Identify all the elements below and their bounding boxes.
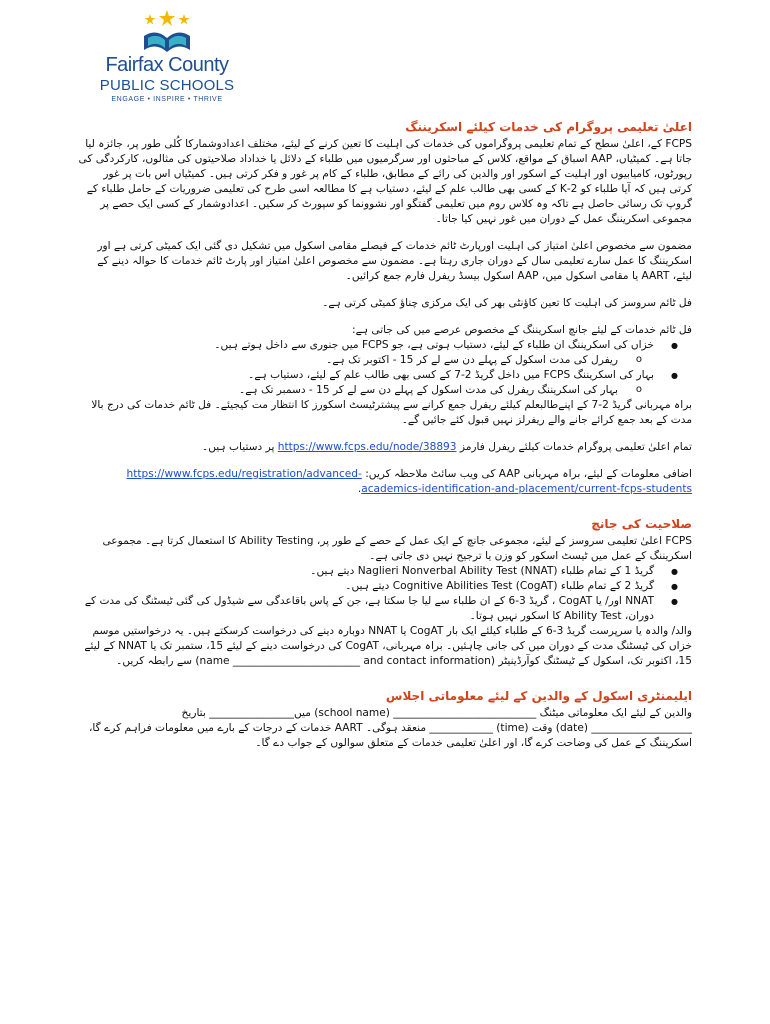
referral-forms-tail: پر دستیاب ہیں۔ — [202, 441, 278, 453]
fcps-book-stars-logo-icon — [136, 8, 198, 56]
paragraph-screening-windows: فل ٹائم خدمات کے لیئے جانچ اسکریننگ کے مخصوص عرصے میں کی جاتی ہے: — [352, 324, 692, 336]
paragraph-local-committee: مضمون سے مخصوص اعلیٰ امتیاز کی اہلیت اورپارٹ ٹائم خدمات کے فیصلے مقامی اسکول میں تشکیل دی گئی ایک کمیٹی کرتی ہے اور اسکریننگ کا عمل سارے تعلیمی سال کے دوران جاری رہتا ہے۔ مضمون سے مخصوص اعلیٰ امتیاز اور پارٹ ٹائم خدمات کا حوالہ دینے کے لیئے، AART یا مقامی اسکول میں، AAP اسکول بیسڈ ریفرل فارم جمع کرائیں۔ — [97, 240, 692, 282]
aap-website-tail: . — [357, 483, 362, 495]
logo-title: Fairfax County — [105, 54, 229, 76]
list-item: o بہار کی اسکریننگ ریفرل کی مدت اسکول کے پہلے دن سے لے کر 15 - دسمبر تک ہے۔ — [78, 383, 692, 398]
list-item: ● خزاں کی اسکریننگ ان طلباء کے لیئے، دستیاب ہوتی ہے، جو FCPS میں جنوری سے داخل ہوتے ہیں۔ — [78, 338, 692, 353]
section-heading-ability-testing: صلاحیت کی جانچ — [591, 517, 692, 531]
paragraph-parent-meeting: والدین کے لیئے ایک معلوماتی میٹنگ ___________________________ (school name) میں________________ بتاریخ ___________________ (date) وقت (time) ____________ منعقد ہوگی۔ AART خدمات کے درجات کے بارے میں معلومات فراہم کرے گا، اسکریننگ کے عمل کی وضاحت کرے گا، اور اعلیٰ تعلیمی خدمات کے متعلق سوالوں کے جواب دے گا۔ — [89, 707, 692, 749]
paragraph-referral-forms — [78, 440, 692, 455]
list-item: ● بہار کی اسکریننگ FCPS میں داخل گریڈ 2-7 کے کسی بھی طالب علم کے لیئے، دستیاب ہے۔ — [78, 368, 692, 383]
list-item: ● گریڈ 2 کے تمام طلباء (Cognitive Abilities Test (CogAT دیتے ہیں۔ — [78, 579, 692, 594]
list-item: o ریفرل کی مدت اسکول کے پہلے دن سے لے کر 15 - اکتوبر تک ہے۔ — [78, 353, 692, 368]
logo-tagline: ENGAGE • INSPIRE • THRIVE — [111, 96, 223, 103]
section-heading-parent-meeting: ایلیمنٹری اسکول کے والدین کے لیئے معلوماتی اجلاس — [385, 689, 692, 703]
paragraph-retest-request: والد/ والدہ یا سرپرست گریڈ 3-6 کے طلباء کیلئے ایک بار CogAT یا NNAT دوبارہ دینے کی درخواست کرسکتے ہیں۔ یہ درخواستیں موسم خزاں کی ٹیسٹنگ مدت کے دوران میں کی جانی چاہئیں۔ براہ مہربانی، CogAT کی درخواست دینے کے لیئے 15، ستمبر تک یا NNAT کے لیئے 15، اکتوبر تک، اسکول کے ٹیسٹنگ کوآرڈینیٹر (name ________________________ and contact information) سے رابطہ کریں۔ — [84, 625, 692, 667]
document-body — [78, 120, 692, 763]
logo-subtitle: PUBLIC SCHOOLS — [99, 77, 235, 94]
paragraph-central-committee: فل ٹائم سروسز کی اہلیت کا تعین کاؤنٹی بھر کی ایک مرکزی چناؤ کمیٹی کرتی ہے۔ — [322, 297, 692, 309]
paragraph-holistic-review: FCPS کے، اعلیٰ سطح کے تمام تعلیمی پروگراموں کی خدمات کی اہلیت کا تعین کرنے کے لیئے، مختلف اعدادوشمارکا کُلی طور پر، جائزہ لیا جاتا ہے۔ کمیٹیاں، AAP اسباق کے مواقع، کلاس کے مباحثوں اور سرگرمیوں میں طلباء کے دلائل یا خداداد صلاحیتوں کی مثالوں، کارکردگی کی رپورٹوں، کامیابیوں اور اہلیت کے اسکور اور والدین کی رائے کے مطابق، طلباء کے کام پر غور و فکر کرتی ہیں۔ کمیٹیاں اس بات پر غور کرتی ہیں کہ آیا طلباء کو 2-K کے کسی بھی طالب علم کے لیئے، دستیاب ہے کا مطالعہ اسی طرح کی تعلیمی ضروریات کے حامل طلباء کے گروپ تک رسائی حاصل ہے تاکہ وہ کلاس روم میں تعلیمی گفتگو اور نشوونما کو سپورٹ کر سکیں۔ اعدادوشمار کے کسی ایک حصے پر مجموعی اسکریننگ عمل کے دوران میں غور نہیں کیا جاتا۔ — [78, 138, 692, 225]
fcps-logo — [92, 8, 242, 103]
screening-windows-list — [78, 338, 692, 398]
ability-tests-list — [78, 564, 692, 624]
paragraph-ability-testing: FCPS اعلیٰ تعلیمی سروسز کے لیئے، مجموعی جانچ کے ایک عمل کے حصے کے طور پر، Ability Testing کا استعمال کرتا ہے۔ مجموعی اسکریننگ کے عمل میں ٹیسٹ اسکور کو وزن یا ترجیح نہیں دی جاتی ہے۔ — [102, 535, 692, 562]
list-item: ● NNAT اور/ یا CogAT ، گریڈ 3-6 کے ان طلباء سے لیا جا سکتا ہے، جن کے پاس باقاعدگی سے شیڈول کی گئی ٹیسٹنگ کی مدت کے دوران، Ability Test کا اسکور نہیں ہوتا۔ — [78, 594, 692, 624]
aap-website-text: اضافی معلومات کے لیئے، براہ مہربانی AAP کی ویب سائٹ ملاحظہ کریں: — [361, 468, 692, 480]
paragraph-aap-website — [78, 467, 692, 497]
paragraph-referral-deadline: براہ مہربانی گریڈ 2-7 کے اپنےطالبعلم کیلئے ریفرل جمع کرانے سے پیشترٹیسٹ اسکورز کا انتظار مت کیجیئے۔ فل ٹائم خدمات کی درج بالا مدت کے بعد جمع کرائے جانے والے ریفرلز نہیں قبول کئے جائیں گے۔ — [91, 399, 692, 426]
aap-website-link[interactable]: https://www.fcps.edu/registration/advanced-academics-identification-and-placement/current-fcps-students — [126, 468, 692, 495]
section-heading-advanced-screening: اعلیٰ تعلیمی پروگرام کی خدمات کیلئے اسکریننگ — [405, 120, 692, 134]
referral-forms-link[interactable]: https://www.fcps.edu/node/38893 — [277, 441, 457, 453]
list-item: ● گریڈ 1 کے تمام طلباء (Naglieri Nonverbal Ability Test (NNAT دیتے ہیں۔ — [78, 564, 692, 579]
referral-forms-text: تمام اعلیٰ تعلیمی پروگرام خدمات کیلئے ریفرل فارمز — [456, 441, 692, 453]
